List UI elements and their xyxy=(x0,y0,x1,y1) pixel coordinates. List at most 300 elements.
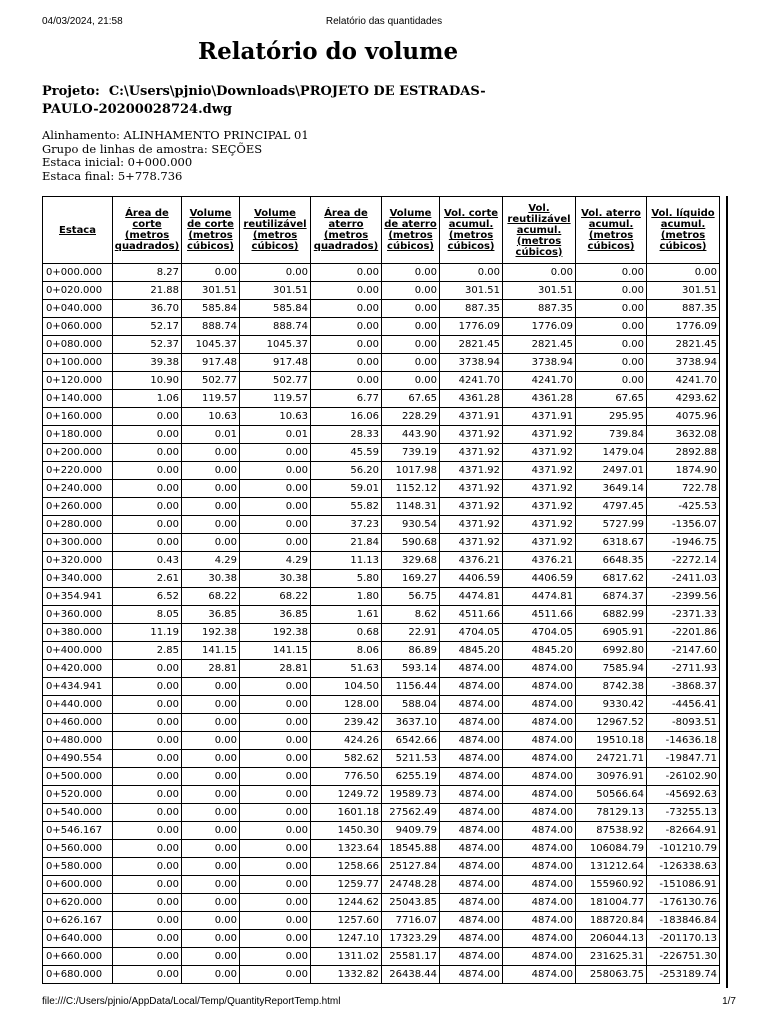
value-cell: -82664.91 xyxy=(647,822,720,840)
value-cell: 4874.00 xyxy=(440,768,503,786)
table-row xyxy=(43,318,720,336)
value-cell: 4874.00 xyxy=(503,660,576,678)
value-cell: 3637.10 xyxy=(382,714,440,732)
station-cell: 0+160.000 xyxy=(43,408,113,426)
table-row xyxy=(43,516,720,534)
value-cell: 0.00 xyxy=(182,696,240,714)
value-cell: 4371.92 xyxy=(440,516,503,534)
value-cell: 1045.37 xyxy=(240,336,311,354)
table-row xyxy=(43,822,720,840)
value-cell: 0.00 xyxy=(240,930,311,948)
value-cell: 0.00 xyxy=(182,786,240,804)
value-cell: 6542.66 xyxy=(382,732,440,750)
value-cell: -2371.33 xyxy=(647,606,720,624)
value-cell: 19589.73 xyxy=(382,786,440,804)
value-cell: 3738.94 xyxy=(503,354,576,372)
value-cell: 0.00 xyxy=(113,948,182,966)
value-cell: 4874.00 xyxy=(503,786,576,804)
value-cell: 4511.66 xyxy=(503,606,576,624)
table-row xyxy=(43,930,720,948)
value-cell: 16.06 xyxy=(311,408,382,426)
value-cell: 4704.05 xyxy=(503,624,576,642)
value-cell: 4874.00 xyxy=(440,714,503,732)
print-url: file:///C:/Users/pjnio/AppData/Local/Temp/QuantityReportTemp.html xyxy=(42,996,341,1007)
value-cell: 24721.71 xyxy=(576,750,647,768)
value-cell: 588.04 xyxy=(382,696,440,714)
value-cell: 4874.00 xyxy=(440,930,503,948)
value-cell: 4371.92 xyxy=(503,498,576,516)
value-cell: 4874.00 xyxy=(503,930,576,948)
value-cell: 0.00 xyxy=(113,714,182,732)
value-cell: 0.00 xyxy=(440,264,503,282)
value-cell: 0.00 xyxy=(240,948,311,966)
volume-table xyxy=(42,196,720,984)
value-cell: -2201.86 xyxy=(647,624,720,642)
value-cell: 0.00 xyxy=(113,444,182,462)
value-cell: 0.00 xyxy=(240,696,311,714)
value-cell: 231625.31 xyxy=(576,948,647,966)
value-cell: 1258.66 xyxy=(311,858,382,876)
value-cell: 0.43 xyxy=(113,552,182,570)
value-cell: 0.00 xyxy=(182,678,240,696)
value-cell: 0.00 xyxy=(576,318,647,336)
station-cell: 0+280.000 xyxy=(43,516,113,534)
value-cell: 0.00 xyxy=(240,876,311,894)
value-cell: 301.51 xyxy=(503,282,576,300)
value-cell: 1776.09 xyxy=(440,318,503,336)
report-metadata xyxy=(42,129,309,183)
value-cell: 0.00 xyxy=(240,858,311,876)
value-cell: 17323.29 xyxy=(382,930,440,948)
value-cell: -183846.84 xyxy=(647,912,720,930)
value-cell: 4511.66 xyxy=(440,606,503,624)
value-cell: 0.00 xyxy=(182,750,240,768)
value-cell: 3738.94 xyxy=(440,354,503,372)
value-cell: 1152.12 xyxy=(382,480,440,498)
value-cell: 4376.21 xyxy=(440,552,503,570)
value-cell: 11.13 xyxy=(311,552,382,570)
value-cell: 6882.99 xyxy=(576,606,647,624)
value-cell: 4361.28 xyxy=(440,390,503,408)
value-cell: 59.01 xyxy=(311,480,382,498)
value-cell: 4874.00 xyxy=(440,696,503,714)
value-cell: 1479.04 xyxy=(576,444,647,462)
value-cell: 4406.59 xyxy=(440,570,503,588)
value-cell: 4241.70 xyxy=(440,372,503,390)
station-cell: 0+200.000 xyxy=(43,444,113,462)
value-cell: 0.00 xyxy=(182,894,240,912)
value-cell: -19847.71 xyxy=(647,750,720,768)
value-cell: 258063.75 xyxy=(576,966,647,984)
value-cell: 68.22 xyxy=(240,588,311,606)
value-cell: 45.59 xyxy=(311,444,382,462)
value-cell: 0.00 xyxy=(113,678,182,696)
value-cell: 26438.44 xyxy=(382,966,440,984)
value-cell: 1045.37 xyxy=(182,336,240,354)
table-row xyxy=(43,786,720,804)
value-cell: -2411.03 xyxy=(647,570,720,588)
value-cell: 4874.00 xyxy=(440,894,503,912)
value-cell: 4293.62 xyxy=(647,390,720,408)
value-cell: 1259.77 xyxy=(311,876,382,894)
value-cell: 56.20 xyxy=(311,462,382,480)
value-cell: 4874.00 xyxy=(440,840,503,858)
table-row xyxy=(43,606,720,624)
value-cell: 0.00 xyxy=(240,732,311,750)
value-cell: 30.38 xyxy=(240,570,311,588)
value-cell: 0.00 xyxy=(382,372,440,390)
value-cell: 4371.92 xyxy=(503,462,576,480)
value-cell: 8742.38 xyxy=(576,678,647,696)
value-cell: 0.00 xyxy=(182,444,240,462)
value-cell: 1.80 xyxy=(311,588,382,606)
value-cell: 6.52 xyxy=(113,588,182,606)
value-cell: -2711.93 xyxy=(647,660,720,678)
value-cell: 0.01 xyxy=(240,426,311,444)
value-cell: 1.06 xyxy=(113,390,182,408)
value-cell: 4376.21 xyxy=(503,552,576,570)
value-cell: 887.35 xyxy=(503,300,576,318)
value-cell: 39.38 xyxy=(113,354,182,372)
table-row xyxy=(43,570,720,588)
station-cell: 0+500.000 xyxy=(43,768,113,786)
value-cell: 21.84 xyxy=(311,534,382,552)
value-cell: 0.00 xyxy=(240,768,311,786)
station-cell: 0+660.000 xyxy=(43,948,113,966)
value-cell: 0.00 xyxy=(240,912,311,930)
value-cell: 0.00 xyxy=(240,714,311,732)
sample-group-line: Grupo de linhas de amostra: SEÇÕES xyxy=(42,141,263,156)
station-cell: 0+400.000 xyxy=(43,642,113,660)
col-header-station: Estaca xyxy=(43,197,113,264)
table-row xyxy=(43,354,720,372)
table-row xyxy=(43,894,720,912)
value-cell: 776.50 xyxy=(311,768,382,786)
value-cell: 1249.72 xyxy=(311,786,382,804)
station-cell: 0+140.000 xyxy=(43,390,113,408)
value-cell: 4075.96 xyxy=(647,408,720,426)
value-cell: 6648.35 xyxy=(576,552,647,570)
table-row xyxy=(43,390,720,408)
value-cell: 739.19 xyxy=(382,444,440,462)
value-cell: 0.00 xyxy=(182,840,240,858)
value-cell: 443.90 xyxy=(382,426,440,444)
value-cell: 9409.79 xyxy=(382,822,440,840)
value-cell: 295.95 xyxy=(576,408,647,426)
table-row xyxy=(43,264,720,282)
table-row xyxy=(43,372,720,390)
value-cell: 4371.92 xyxy=(440,462,503,480)
value-cell: 4.29 xyxy=(240,552,311,570)
value-cell: 11.19 xyxy=(113,624,182,642)
value-cell: 0.00 xyxy=(113,480,182,498)
value-cell: 0.00 xyxy=(113,858,182,876)
value-cell: 0.00 xyxy=(576,264,647,282)
table-row xyxy=(43,336,720,354)
station-cell: 0+480.000 xyxy=(43,732,113,750)
value-cell: 4874.00 xyxy=(503,732,576,750)
value-cell: 0.00 xyxy=(113,516,182,534)
station-cell: 0+240.000 xyxy=(43,480,113,498)
value-cell: 19510.18 xyxy=(576,732,647,750)
value-cell: 228.29 xyxy=(382,408,440,426)
value-cell: 585.84 xyxy=(240,300,311,318)
value-cell: 1332.82 xyxy=(311,966,382,984)
value-cell: 4874.00 xyxy=(440,912,503,930)
value-cell: 0.00 xyxy=(113,912,182,930)
value-cell: 0.00 xyxy=(113,768,182,786)
station-cell: 0+320.000 xyxy=(43,552,113,570)
table-row xyxy=(43,498,720,516)
value-cell: -151086.91 xyxy=(647,876,720,894)
alignment-line: Alinhamento: ALINHAMENTO PRINCIPAL 01 xyxy=(42,128,309,142)
value-cell: 104.50 xyxy=(311,678,382,696)
value-cell: 917.48 xyxy=(240,354,311,372)
station-cell: 0+120.000 xyxy=(43,372,113,390)
value-cell: 1323.64 xyxy=(311,840,382,858)
value-cell: 4241.70 xyxy=(503,372,576,390)
table-row xyxy=(43,840,720,858)
value-cell: 0.00 xyxy=(113,750,182,768)
value-cell: -14636.18 xyxy=(647,732,720,750)
value-cell: 0.00 xyxy=(382,264,440,282)
value-cell: 9330.42 xyxy=(576,696,647,714)
value-cell: 6255.19 xyxy=(382,768,440,786)
value-cell: 50566.64 xyxy=(576,786,647,804)
value-cell: 0.00 xyxy=(113,408,182,426)
value-cell: 5.80 xyxy=(311,570,382,588)
col-header-cum-cut-volume: Vol. corte acumul. (metros cúbicos) xyxy=(440,197,503,264)
value-cell: 1257.60 xyxy=(311,912,382,930)
value-cell: 4845.20 xyxy=(503,642,576,660)
value-cell: 1776.09 xyxy=(647,318,720,336)
project-line xyxy=(42,83,542,119)
station-cell: 0+440.000 xyxy=(43,696,113,714)
value-cell: 0.00 xyxy=(382,282,440,300)
value-cell: 0.00 xyxy=(113,786,182,804)
station-cell: 0+490.554 xyxy=(43,750,113,768)
value-cell: 739.84 xyxy=(576,426,647,444)
value-cell: 0.00 xyxy=(382,336,440,354)
station-cell: 0+360.000 xyxy=(43,606,113,624)
table-row xyxy=(43,426,720,444)
value-cell: 0.00 xyxy=(382,318,440,336)
value-cell: 4874.00 xyxy=(503,714,576,732)
value-cell: 4874.00 xyxy=(503,804,576,822)
value-cell: 0.00 xyxy=(113,732,182,750)
value-cell: 0.00 xyxy=(182,480,240,498)
value-cell: 7585.94 xyxy=(576,660,647,678)
value-cell: 67.65 xyxy=(382,390,440,408)
end-station-line: Estaca final: 5+778.736 xyxy=(42,168,183,183)
table-row xyxy=(43,876,720,894)
value-cell: 0.00 xyxy=(113,804,182,822)
value-cell: 502.77 xyxy=(240,372,311,390)
value-cell: 0.00 xyxy=(240,966,311,984)
col-header-reusable-volume: Volume reutilizável (metros cúbicos) xyxy=(240,197,311,264)
value-cell: 206044.13 xyxy=(576,930,647,948)
value-cell: 4361.28 xyxy=(503,390,576,408)
table-header-row xyxy=(43,197,720,264)
value-cell: 0.00 xyxy=(311,300,382,318)
value-cell: 888.74 xyxy=(240,318,311,336)
value-cell: -425.53 xyxy=(647,498,720,516)
value-cell: 4845.20 xyxy=(440,642,503,660)
report-title: Relatório do volume xyxy=(198,38,459,65)
value-cell: 0.00 xyxy=(382,354,440,372)
value-cell: 10.63 xyxy=(240,408,311,426)
value-cell: 4704.05 xyxy=(440,624,503,642)
value-cell: 8.27 xyxy=(113,264,182,282)
value-cell: -73255.13 xyxy=(647,804,720,822)
station-cell: 0+460.000 xyxy=(43,714,113,732)
value-cell: 4371.92 xyxy=(440,444,503,462)
page-right-border xyxy=(726,196,728,988)
value-cell: 28.81 xyxy=(240,660,311,678)
value-cell: 4474.81 xyxy=(503,588,576,606)
value-cell: 4371.92 xyxy=(440,498,503,516)
value-cell: 78129.13 xyxy=(576,804,647,822)
value-cell: 67.65 xyxy=(576,390,647,408)
value-cell: 4371.92 xyxy=(440,534,503,552)
value-cell: 0.00 xyxy=(311,282,382,300)
value-cell: 6992.80 xyxy=(576,642,647,660)
value-cell: 119.57 xyxy=(182,390,240,408)
value-cell: 0.00 xyxy=(576,300,647,318)
value-cell: -226751.30 xyxy=(647,948,720,966)
value-cell: 1017.98 xyxy=(382,462,440,480)
value-cell: 25043.85 xyxy=(382,894,440,912)
value-cell: 10.63 xyxy=(182,408,240,426)
value-cell: 0.01 xyxy=(182,426,240,444)
station-cell: 0+640.000 xyxy=(43,930,113,948)
table-row xyxy=(43,624,720,642)
value-cell: 5727.99 xyxy=(576,516,647,534)
value-cell: 2.85 xyxy=(113,642,182,660)
value-cell: 25581.17 xyxy=(382,948,440,966)
col-header-fill-volume: Volume de aterro (metros cúbicos) xyxy=(382,197,440,264)
value-cell: 0.00 xyxy=(311,264,382,282)
table-row xyxy=(43,696,720,714)
value-cell: 87538.92 xyxy=(576,822,647,840)
value-cell: -126338.63 xyxy=(647,858,720,876)
table-row xyxy=(43,966,720,984)
value-cell: 141.15 xyxy=(182,642,240,660)
value-cell: 4371.92 xyxy=(503,444,576,462)
table-row xyxy=(43,642,720,660)
value-cell: 4371.92 xyxy=(503,480,576,498)
start-station-line: Estaca inicial: 0+000.000 xyxy=(42,155,193,170)
value-cell: 4371.92 xyxy=(440,426,503,444)
value-cell: 1247.10 xyxy=(311,930,382,948)
station-cell: 0+540.000 xyxy=(43,804,113,822)
table-row xyxy=(43,912,720,930)
value-cell: 51.63 xyxy=(311,660,382,678)
table-row xyxy=(43,732,720,750)
value-cell: -2147.60 xyxy=(647,642,720,660)
value-cell: 502.77 xyxy=(182,372,240,390)
station-cell: 0+180.000 xyxy=(43,426,113,444)
value-cell: 0.00 xyxy=(182,732,240,750)
value-cell: 0.00 xyxy=(576,336,647,354)
value-cell: 4874.00 xyxy=(440,786,503,804)
value-cell: 131212.64 xyxy=(576,858,647,876)
col-header-cum-reusable-volume: Vol. reutilizável acumul. (metros cúbicos) xyxy=(503,197,576,264)
table-row xyxy=(43,444,720,462)
value-cell: 4874.00 xyxy=(440,858,503,876)
value-cell: 4874.00 xyxy=(440,678,503,696)
value-cell: 0.00 xyxy=(240,516,311,534)
table-row xyxy=(43,462,720,480)
table-row xyxy=(43,660,720,678)
value-cell: 0.00 xyxy=(382,300,440,318)
print-page-title: Relatório das quantidades xyxy=(325,16,443,27)
value-cell: 0.00 xyxy=(113,822,182,840)
value-cell: 86.89 xyxy=(382,642,440,660)
value-cell: 0.00 xyxy=(240,462,311,480)
value-cell: -4456.41 xyxy=(647,696,720,714)
value-cell: 141.15 xyxy=(240,642,311,660)
value-cell: 1244.62 xyxy=(311,894,382,912)
value-cell: 106084.79 xyxy=(576,840,647,858)
value-cell: 0.68 xyxy=(311,624,382,642)
value-cell: 4874.00 xyxy=(503,750,576,768)
value-cell: -45692.63 xyxy=(647,786,720,804)
value-cell: 4874.00 xyxy=(503,840,576,858)
table-row xyxy=(43,534,720,552)
value-cell: -2399.56 xyxy=(647,588,720,606)
value-cell: 0.00 xyxy=(182,822,240,840)
table-row xyxy=(43,282,720,300)
value-cell: 0.00 xyxy=(240,750,311,768)
value-cell: 18545.88 xyxy=(382,840,440,858)
value-cell: 28.81 xyxy=(182,660,240,678)
value-cell: 169.27 xyxy=(382,570,440,588)
value-cell: 0.00 xyxy=(182,498,240,516)
value-cell: 2.61 xyxy=(113,570,182,588)
value-cell: 4406.59 xyxy=(503,570,576,588)
station-cell: 0+580.000 xyxy=(43,858,113,876)
value-cell: 8.62 xyxy=(382,606,440,624)
value-cell: -253189.74 xyxy=(647,966,720,984)
value-cell: 0.00 xyxy=(647,264,720,282)
station-cell: 0+100.000 xyxy=(43,354,113,372)
col-header-fill-area: Área de aterro (metros quadrados) xyxy=(311,197,382,264)
value-cell: 0.00 xyxy=(113,696,182,714)
value-cell: 188720.84 xyxy=(576,912,647,930)
station-cell: 0+040.000 xyxy=(43,300,113,318)
station-cell: 0+380.000 xyxy=(43,624,113,642)
value-cell: 0.00 xyxy=(311,372,382,390)
value-cell: -8093.51 xyxy=(647,714,720,732)
table-row xyxy=(43,804,720,822)
value-cell: 301.51 xyxy=(240,282,311,300)
station-cell: 0+520.000 xyxy=(43,786,113,804)
value-cell: 888.74 xyxy=(182,318,240,336)
station-cell: 0+220.000 xyxy=(43,462,113,480)
station-cell: 0+354.941 xyxy=(43,588,113,606)
table-row xyxy=(43,948,720,966)
value-cell: 887.35 xyxy=(440,300,503,318)
value-cell: 1156.44 xyxy=(382,678,440,696)
table-row xyxy=(43,858,720,876)
project-label: Projeto: xyxy=(42,84,100,99)
value-cell: -201170.13 xyxy=(647,930,720,948)
value-cell: 119.57 xyxy=(240,390,311,408)
value-cell: 24748.28 xyxy=(382,876,440,894)
value-cell: -1946.75 xyxy=(647,534,720,552)
value-cell: 36.85 xyxy=(240,606,311,624)
